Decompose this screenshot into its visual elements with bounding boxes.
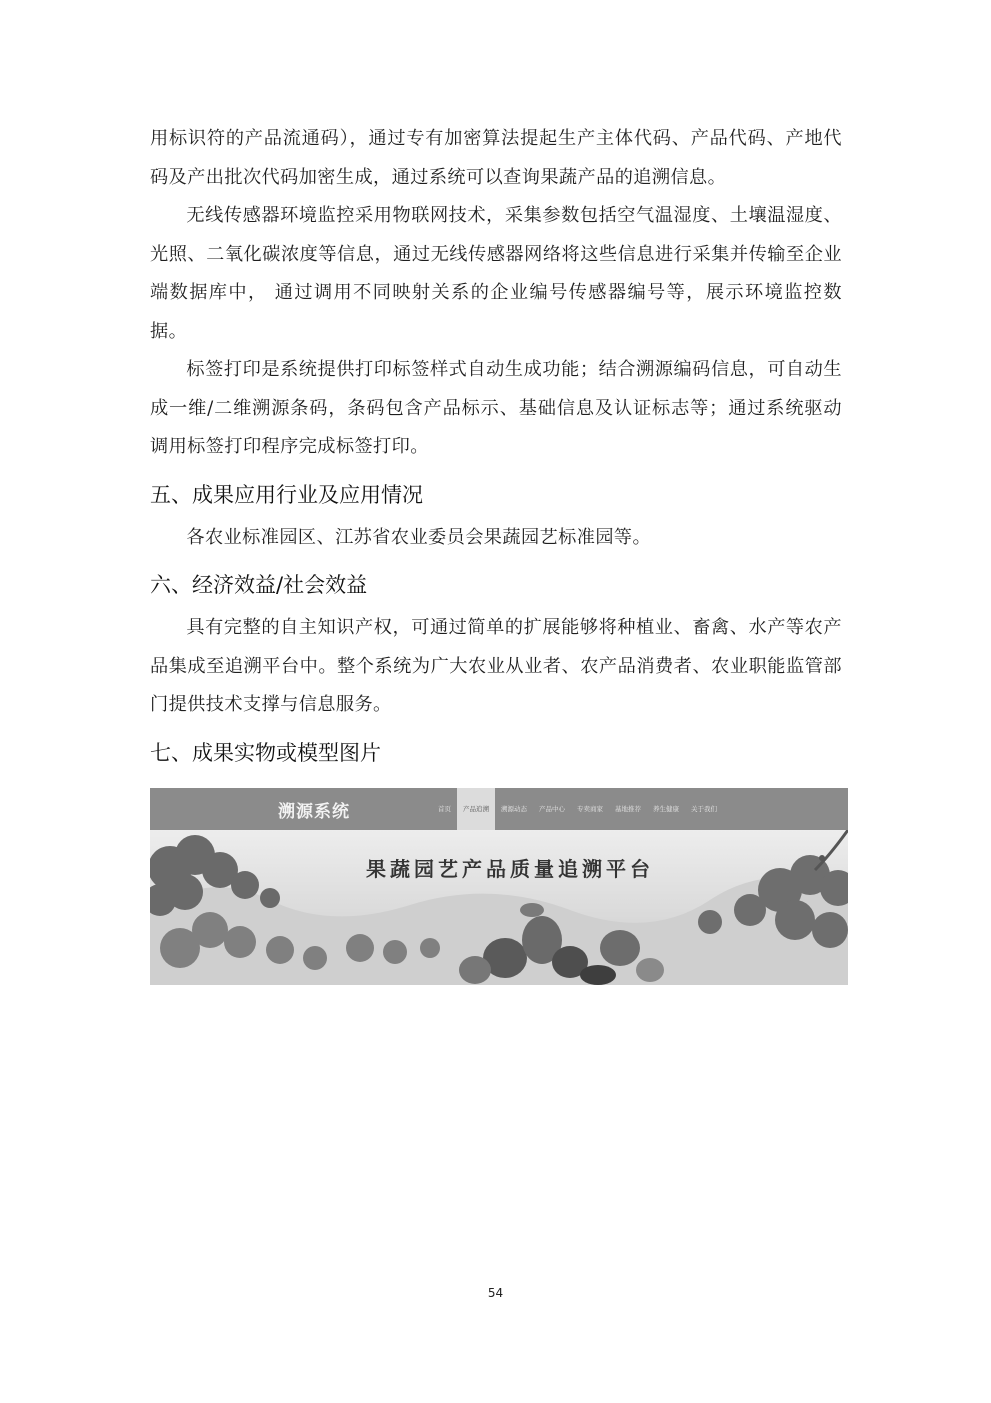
paragraph-benefits: 具有完整的自主知识产权，可通过简单的扩展能够将种植业、畜禽、水产等农产品集成至追溯平台中。整个系统为广大农业从业者、农产品消费者、农业职能监管部门提供技术支撑与信息服务。 — [150, 617, 842, 715]
section-heading-application: 五、成果应用行业及应用情况 — [150, 482, 423, 507]
paragraph-sensor-monitoring: 无线传感器环境监控采用物联网技术，采集参数包括空气温湿度、土壤温湿度、光照、二氧化碳浓度等信息，通过无线传感器网络将这些信息进行采集并传输至企业端数据库中， 通过调用不同映射关系的企业编号传感器编号等，展示环境监控数据。 — [150, 205, 842, 342]
screenshot-brand: 溯源系统 — [278, 802, 350, 822]
screenshot-menu — [432, 788, 723, 830]
page-number: 54 — [487, 1286, 504, 1300]
screenshot-menu-item: 首页 — [438, 805, 451, 813]
screenshot-menu-item: 专卖商家 — [577, 805, 603, 813]
paragraph-application: 各农业标准园区、江苏省农业委员会果蔬园艺标准园等。 — [186, 526, 652, 548]
system-screenshot — [150, 788, 848, 985]
screenshot-banner-title: 果蔬园艺产品质量追溯平台 — [366, 857, 654, 881]
screenshot-menu-item: 溯源动态 — [501, 805, 527, 813]
section-heading-benefits: 六、经济效益/社会效益 — [150, 573, 368, 597]
section-heading-pictures: 七、成果实物或模型图片 — [150, 740, 381, 765]
screenshot-menu-item: 产品中心 — [539, 805, 565, 813]
screenshot-menu-item: 产品追溯 — [457, 788, 495, 830]
screenshot-menu-item: 关于我们 — [691, 805, 717, 813]
paragraph-traceability-code: 用标识符的产品流通码），通过专有加密算法提起生产主体代码、产品代码、产地代码及产出批次代码加密生成，通过系统可以查询果蔬产品的追溯信息。 — [150, 128, 842, 188]
screenshot-banner — [150, 830, 848, 985]
screenshot-menu-item: 养生健康 — [653, 805, 679, 813]
document-body — [150, 120, 842, 777]
screenshot-menu-item: 基地推荐 — [615, 805, 641, 813]
paragraph-label-printing: 标签打印是系统提供打印标签样式自动生成功能；结合溯源编码信息，可自动生成一维/二维溯源条码，条码包含产品标示、基础信息及认证标志等；通过系统驱动调用标签打印程序完成标签打印。 — [150, 359, 842, 457]
screenshot-navbar — [150, 788, 848, 830]
